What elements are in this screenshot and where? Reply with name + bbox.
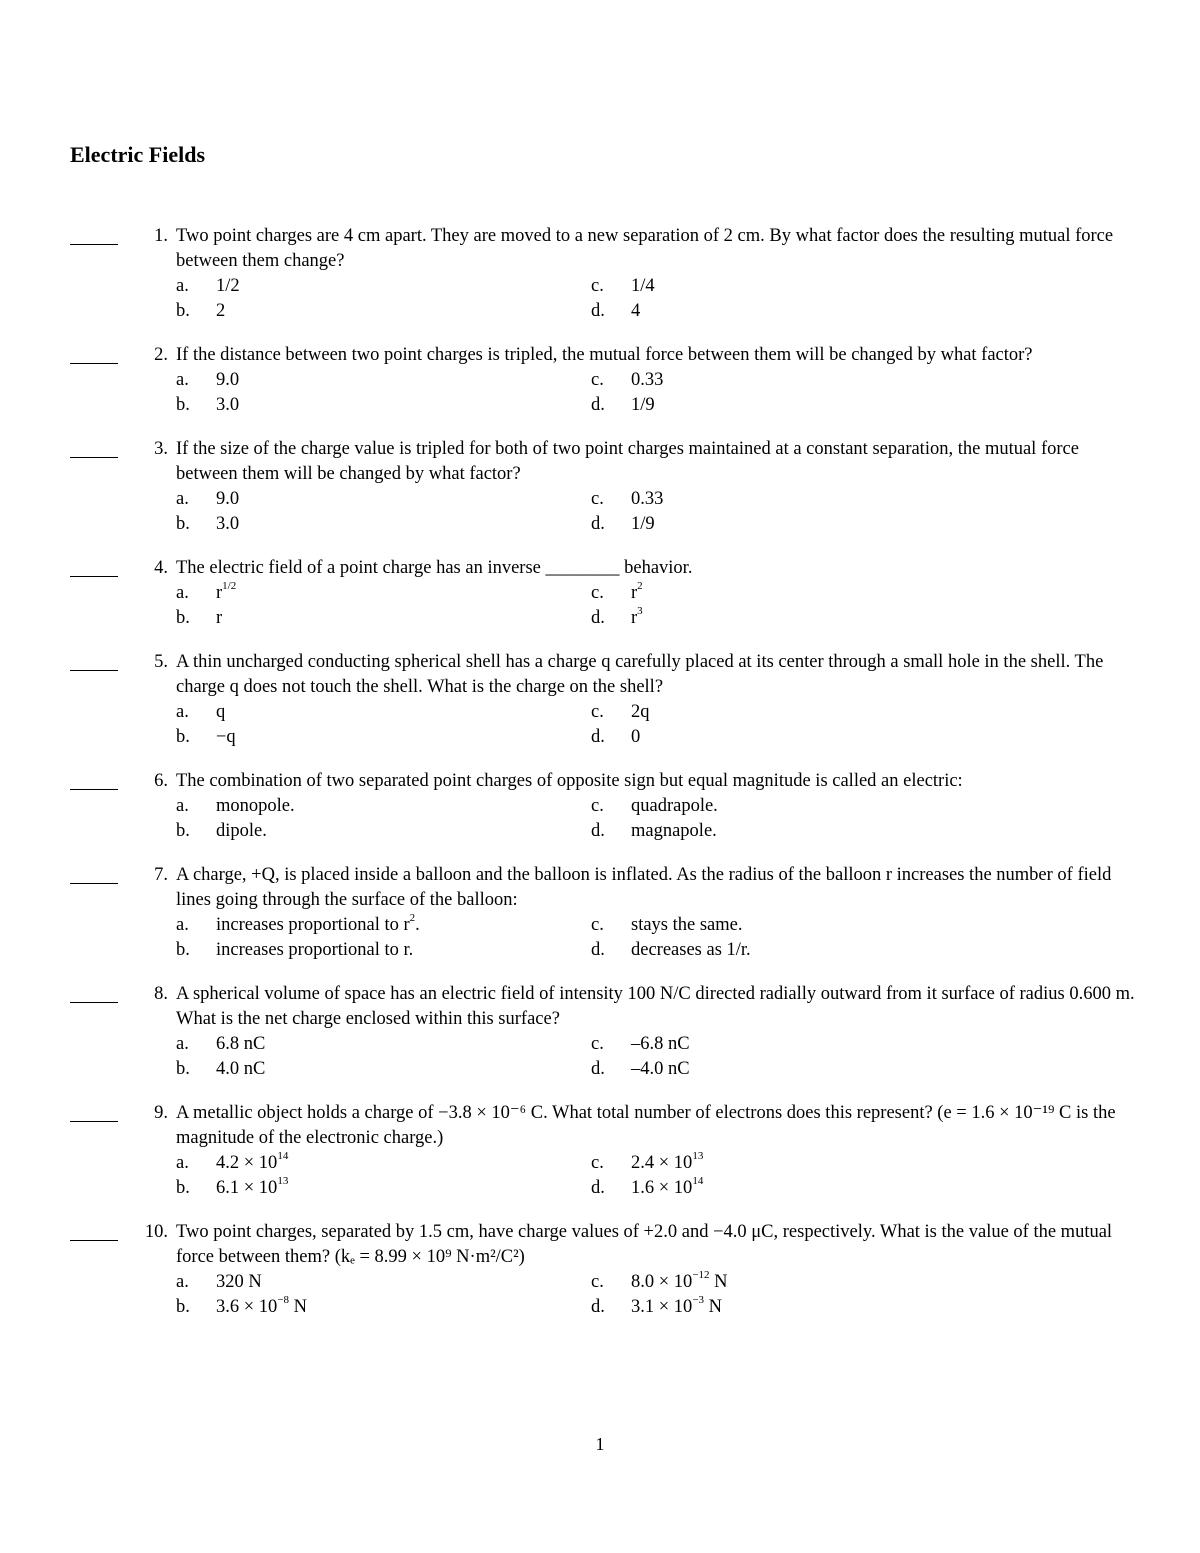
choice-value: 4.0 nC <box>216 1059 266 1079</box>
choice-text <box>216 725 236 750</box>
choice-text <box>216 913 420 938</box>
choice-value: r <box>216 608 223 628</box>
answer-choice <box>176 368 591 393</box>
answer-choice <box>176 700 591 725</box>
choice-text <box>631 1176 703 1201</box>
answer-choice <box>591 581 1006 606</box>
choice-letter: a. <box>176 489 189 509</box>
choice-exponent: 14 <box>277 1149 289 1162</box>
choice-value: 2.4 × 10 <box>631 1153 693 1173</box>
choice-letter: c. <box>591 489 604 509</box>
question-number: 4. <box>154 558 168 578</box>
answer-choice <box>591 1057 1006 1082</box>
choice-letter: a. <box>176 1272 189 1292</box>
choice-grid <box>176 581 1140 631</box>
choice-value: 9.0 <box>216 489 240 509</box>
answer-choice <box>591 1270 1006 1295</box>
choice-value: dipole. <box>216 821 267 841</box>
choice-letter: a. <box>176 702 189 722</box>
choice-exponent: 2 <box>637 579 643 592</box>
answer-blank[interactable] <box>70 1240 118 1241</box>
choice-value: 1/9 <box>631 395 655 415</box>
choice-letter: c. <box>591 702 604 722</box>
question-item <box>70 343 1140 418</box>
choice-exponent: −3 <box>692 1293 705 1306</box>
choice-value: 0 <box>631 727 641 747</box>
choice-text <box>631 938 751 963</box>
choice-letter: d. <box>591 608 605 628</box>
choice-letter: a. <box>176 1153 189 1173</box>
choice-value: 2 <box>216 301 226 321</box>
choice-letter: b. <box>176 608 190 628</box>
answer-choice <box>591 1151 1006 1176</box>
choice-letter: d. <box>591 1059 605 1079</box>
choice-text <box>631 700 650 725</box>
answer-choice <box>176 487 591 512</box>
choice-text <box>216 512 239 537</box>
choice-letter: a. <box>176 276 189 296</box>
answer-blank[interactable] <box>70 789 118 790</box>
question-number: 7. <box>154 865 168 885</box>
answer-choice <box>591 487 1006 512</box>
choice-value: 1.6 × 10 <box>631 1178 693 1198</box>
question-number: 9. <box>154 1103 168 1123</box>
choice-value: r <box>631 608 638 628</box>
choice-letter: c. <box>591 1272 604 1292</box>
choice-text <box>631 1032 690 1057</box>
question-stem: A spherical volume of space has an electric field of intensity 100 N/C directed radially outward from it surface of radius 0.600 m. What is the net charge enclosed within this surface? <box>176 984 1135 1029</box>
choice-value: 3.0 <box>216 514 240 534</box>
choice-letter: b. <box>176 940 190 960</box>
answer-choice <box>591 725 1006 750</box>
answer-blank[interactable] <box>70 576 118 577</box>
choice-text <box>631 368 663 393</box>
choice-value: 4.2 × 10 <box>216 1153 278 1173</box>
choice-text <box>631 581 643 606</box>
choice-exponent: 14 <box>692 1174 704 1187</box>
choice-exponent: 13 <box>277 1174 289 1187</box>
answer-choice <box>176 794 591 819</box>
choice-value: 3.0 <box>216 395 240 415</box>
answer-choice <box>176 725 591 750</box>
choice-text <box>216 393 239 418</box>
choice-text <box>631 1057 690 1082</box>
answer-choice <box>591 368 1006 393</box>
choice-letter: b. <box>176 395 190 415</box>
choice-text <box>216 1032 265 1057</box>
choice-text <box>631 725 640 750</box>
choice-text <box>216 299 225 324</box>
choice-letter: c. <box>591 370 604 390</box>
choice-letter: d. <box>591 514 605 534</box>
choice-grid <box>176 1032 1140 1082</box>
page-title: Electric Fields <box>70 142 206 167</box>
choice-suffix: N <box>709 1272 728 1292</box>
choice-text <box>631 913 743 938</box>
choice-letter: b. <box>176 821 190 841</box>
answer-choice <box>591 1176 1006 1201</box>
choice-text <box>216 1151 288 1176</box>
choice-text <box>216 819 267 844</box>
choice-grid <box>176 274 1140 324</box>
choice-text <box>216 938 413 963</box>
choice-exponent: 13 <box>692 1149 704 1162</box>
question-number: 8. <box>154 984 168 1004</box>
choice-value: increases proportional to r <box>216 915 410 935</box>
choice-exponent: −12 <box>692 1268 710 1281</box>
answer-choice <box>591 393 1006 418</box>
question-item <box>70 224 1140 324</box>
answer-choice <box>591 1032 1006 1057</box>
choice-value: –6.8 nC <box>631 1034 690 1054</box>
answer-choice <box>176 1032 591 1057</box>
choice-text <box>631 512 655 537</box>
answer-blank[interactable] <box>70 363 118 364</box>
choice-exponent: 1/2 <box>222 579 237 592</box>
choice-text <box>216 368 239 393</box>
choice-letter: b. <box>176 1297 190 1317</box>
choice-exponent: −8 <box>277 1293 290 1306</box>
question-item <box>70 863 1140 963</box>
choice-exponent: 3 <box>637 604 643 617</box>
choice-grid <box>176 913 1140 963</box>
question-stem: The electric field of a point charge has an inverse ________ behavior. <box>176 558 693 578</box>
choice-letter: b. <box>176 1178 190 1198</box>
answer-choice <box>176 913 591 938</box>
choice-letter: c. <box>591 915 604 935</box>
choice-text <box>631 606 643 631</box>
choice-value: 2q <box>631 702 650 722</box>
choice-letter: c. <box>591 583 604 603</box>
answer-choice <box>176 1270 591 1295</box>
choice-letter: a. <box>176 583 189 603</box>
answer-choice <box>591 913 1006 938</box>
choice-value: 3.1 × 10 <box>631 1297 693 1317</box>
choice-letter: d. <box>591 821 605 841</box>
question-number: 3. <box>154 439 168 459</box>
answer-choice <box>591 299 1006 324</box>
choice-value: quadrapole. <box>631 796 718 816</box>
choice-text <box>216 487 239 512</box>
answer-blank[interactable] <box>70 1121 118 1122</box>
choice-letter: b. <box>176 514 190 534</box>
answer-choice <box>591 1295 1006 1320</box>
question-item <box>70 556 1140 631</box>
choice-letter: d. <box>591 727 605 747</box>
question-item <box>70 1220 1140 1320</box>
question-list <box>70 224 1140 1339</box>
choice-text <box>631 274 655 299</box>
choice-value: 8.0 × 10 <box>631 1272 693 1292</box>
choice-value: stays the same. <box>631 915 743 935</box>
answer-choice <box>176 938 591 963</box>
answer-choice <box>176 274 591 299</box>
choice-value: increases proportional to r. <box>216 940 414 960</box>
question-stem: A thin uncharged conducting spherical shell has a charge q carefully placed at its center through a small hole in the shell. The charge q does not touch the shell. What is the charge on the shell? <box>176 652 1104 697</box>
question-stem: The combination of two separated point charges of opposite sign but equal magnitude is called an electric: <box>176 771 963 791</box>
choice-letter: c. <box>591 1034 604 1054</box>
choice-value: q <box>216 702 226 722</box>
choice-value: 6.8 nC <box>216 1034 266 1054</box>
choice-letter: d. <box>591 940 605 960</box>
choice-text <box>216 1057 265 1082</box>
choice-grid <box>176 1151 1140 1201</box>
choice-text <box>216 1295 307 1320</box>
choice-letter: a. <box>176 370 189 390</box>
choice-value: 6.1 × 10 <box>216 1178 278 1198</box>
question-number: 1. <box>154 226 168 246</box>
question-stem: A charge, +Q, is placed inside a balloon and the balloon is inflated. As the radius of the balloon r increases the number of field lines going through the surface of the balloon: <box>176 865 1112 910</box>
choice-text <box>216 606 222 631</box>
answer-choice <box>176 1057 591 1082</box>
choice-grid <box>176 700 1140 750</box>
question-number: 2. <box>154 345 168 365</box>
choice-text <box>216 581 236 606</box>
question-number: 6. <box>154 771 168 791</box>
choice-letter: d. <box>591 1297 605 1317</box>
choice-text <box>216 794 295 819</box>
answer-choice <box>176 581 591 606</box>
choice-letter: d. <box>591 301 605 321</box>
choice-letter: b. <box>176 301 190 321</box>
choice-suffix: . <box>415 915 420 935</box>
choice-letter: c. <box>591 1153 604 1173</box>
choice-value: 3.6 × 10 <box>216 1297 278 1317</box>
question-item <box>70 437 1140 537</box>
choice-text <box>631 819 717 844</box>
choice-value: 1/9 <box>631 514 655 534</box>
question-number: 10. <box>144 1222 168 1242</box>
answer-choice <box>176 299 591 324</box>
choice-text <box>216 1270 262 1295</box>
answer-blank[interactable] <box>70 670 118 671</box>
choice-text <box>631 299 640 324</box>
choice-value: 4 <box>631 301 641 321</box>
choice-letter: a. <box>176 796 189 816</box>
choice-letter: a. <box>176 915 189 935</box>
question-stem: Two point charges are 4 cm apart. They are moved to a new separation of 2 cm. By what factor does the resulting mutual force between them change? <box>176 226 1114 271</box>
question-number: 5. <box>154 652 168 672</box>
page-number: 1 <box>595 1434 605 1454</box>
choice-text <box>631 1151 703 1176</box>
question-item <box>70 650 1140 750</box>
choice-value: 0.33 <box>631 489 664 509</box>
choice-text <box>631 1295 722 1320</box>
choice-grid <box>176 794 1140 844</box>
choice-letter: b. <box>176 727 190 747</box>
choice-text <box>216 1176 288 1201</box>
choice-letter: c. <box>591 796 604 816</box>
question-stem: A metallic object holds a charge of −3.8 × 10⁻⁶ C. What total number of electrons does this represent? (e = 1.6 × 10⁻¹⁹ C is the magnitude of the electronic charge.) <box>176 1103 1116 1148</box>
answer-blank[interactable] <box>70 244 118 245</box>
answer-choice <box>176 1151 591 1176</box>
choice-text <box>631 1270 728 1295</box>
choice-value: –4.0 nC <box>631 1059 690 1079</box>
answer-choice <box>591 819 1006 844</box>
question-item <box>70 982 1140 1082</box>
choice-text <box>631 393 655 418</box>
answer-choice <box>591 512 1006 537</box>
choice-value: 1/2 <box>216 276 240 296</box>
question-stem: If the size of the charge value is tripled for both of two point charges maintained at a constant separation, the mutual force between them will be changed by what factor? <box>176 439 1079 484</box>
choice-grid <box>176 1270 1140 1320</box>
choice-value: 9.0 <box>216 370 240 390</box>
answer-choice <box>591 700 1006 725</box>
answer-choice <box>176 393 591 418</box>
choice-value: 0.33 <box>631 370 664 390</box>
answer-blank[interactable] <box>70 883 118 884</box>
answer-choice <box>591 606 1006 631</box>
choice-value: r <box>631 583 638 603</box>
choice-value: 320 N <box>216 1272 262 1292</box>
choice-value: decreases as 1/r. <box>631 940 751 960</box>
choice-value: r <box>216 583 223 603</box>
choice-grid <box>176 368 1140 418</box>
choice-value: 1/4 <box>631 276 655 296</box>
answer-choice <box>591 274 1006 299</box>
question-item <box>70 1101 1140 1201</box>
choice-exponent: 2 <box>409 911 416 924</box>
answer-choice <box>591 794 1006 819</box>
answer-choice <box>176 1295 591 1320</box>
answer-blank[interactable] <box>70 1002 118 1003</box>
answer-choice <box>176 819 591 844</box>
choice-letter: d. <box>591 395 605 415</box>
answer-choice <box>591 938 1006 963</box>
choice-letter: b. <box>176 1059 190 1079</box>
choice-grid <box>176 487 1140 537</box>
choice-text <box>631 794 718 819</box>
answer-choice <box>176 512 591 537</box>
choice-text <box>631 487 663 512</box>
question-stem: Two point charges, separated by 1.5 cm, have charge values of +2.0 and −4.0 μC, respectively. What is the value of the mutual force between them? (kₑ = 8.99 × 10⁹ N·m²/C²) <box>176 1222 1113 1267</box>
choice-suffix: N <box>289 1297 308 1317</box>
choice-text <box>216 700 225 725</box>
choice-letter: a. <box>176 1034 189 1054</box>
choice-value: −q <box>216 727 236 747</box>
answer-choice <box>176 1176 591 1201</box>
choice-letter: d. <box>591 1178 605 1198</box>
choice-suffix: N <box>704 1297 723 1317</box>
choice-letter: c. <box>591 276 604 296</box>
choice-value: monopole. <box>216 796 295 816</box>
question-stem: If the distance between two point charges is tripled, the mutual force between them will be changed by what factor? <box>176 345 1033 365</box>
choice-text <box>216 274 240 299</box>
answer-blank[interactable] <box>70 457 118 458</box>
question-item <box>70 769 1140 844</box>
choice-value: magnapole. <box>631 821 717 841</box>
answer-choice <box>176 606 591 631</box>
